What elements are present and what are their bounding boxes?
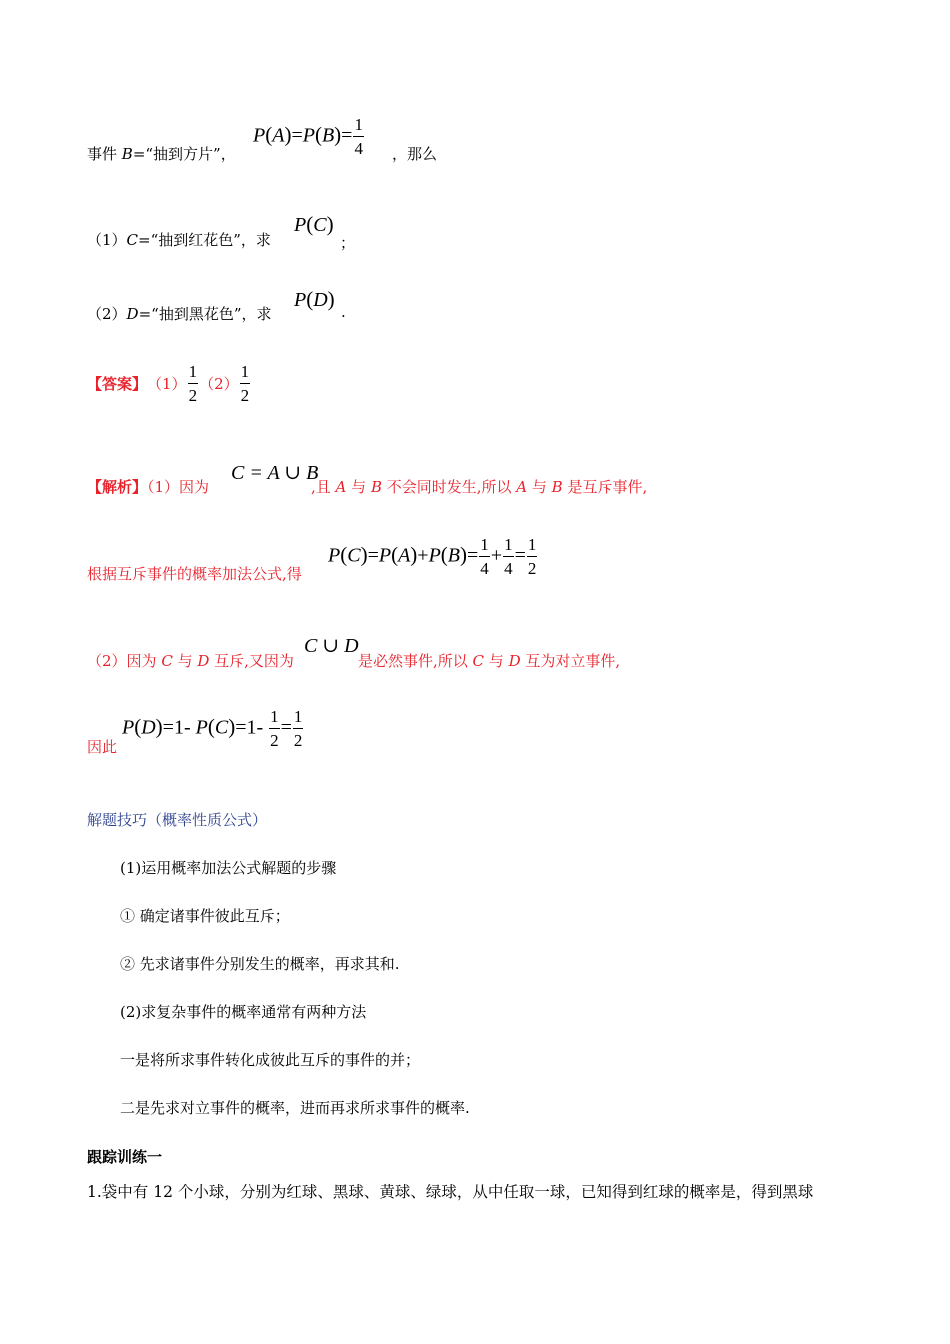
intro-prefix: 事件 [87,145,122,163]
formula-c-union-d: C ∪ D [304,635,359,657]
intro-text: =“抽到方片”， [132,145,236,163]
question-2: （2）D=“抽到黑花色”，求 [87,305,272,323]
analysis-line-3-rest: 是必然事件,所以 C 与 D 互为对立事件, [358,652,621,670]
fraction: $\frac{1}{4}$ [354,115,363,158]
analysis-line-2: 根据互斥事件的概率加法公式,得 [87,565,302,583]
formula-c-union: C = A ∪ B [231,462,319,484]
formula-pc: P(C) [294,212,334,236]
question-1-suffix: ； [340,234,356,252]
answer-fraction-2: $\frac{1}{2}$ [240,362,250,405]
analysis-line-1-rest: ,且 A 与 B 不会同时发生,所以 A 与 B 是互斥事件, [311,478,648,496]
formula-pd: P(D) [294,287,335,311]
answer-fraction-1: $\frac{1}{2}$ [188,362,198,405]
tips-item-1: (1)运用概率加法公式解题的步骤 [120,859,337,877]
tips-item-3: ② 先求诸事件分别发生的概率，再求其和. [120,955,400,973]
tips-title: 解题技巧（概率性质公式） [87,811,268,829]
intro-line [87,143,236,164]
practice-heading: 跟踪训练一 [87,1148,163,1166]
tips-item-5: 一是将所求事件转化成彼此互斥的事件的并； [120,1051,421,1069]
practice-question-1: 1.袋中有 12 个小球，分别为红球、黑球、黄球、绿球，从中任取一球，已知得到红球的概率是，得到黑球 [87,1183,814,1201]
analysis-line-4: 因此 [87,738,118,756]
formula-complement: P(D)=1- P(C)=1- $\frac{1}{2}$ = $\frac{1}{2}$ [122,707,303,750]
analysis-line-1: 【解析】（1）因为 [87,478,210,496]
tips-item-4: (2)求复杂事件的概率通常有两种方法 [120,1003,367,1021]
formula-pa-pb: P(A)=P(B)= $\frac{1}{4}$ [253,115,363,158]
formula-sum: P(C)=P(A)+P(B)= $\frac{1}{4}$ + $\frac{1}{4}$ = $\frac{1}{2}$ [328,535,537,578]
question-2-suffix: . [341,303,346,321]
event-b-var: B [121,145,133,163]
analysis-line-3: （2）因为 C 与 D 互斥,又因为 [87,652,294,670]
question-1: （1）C=“抽到红花色”，求 [87,231,271,249]
answer-label: 【答案】 [87,375,148,394]
intro-suffix: ，那么 [392,145,438,163]
answer-line: 【答案】 （1） $\frac{1}{2}$ （2） $\frac{1}{2}$ [87,362,250,405]
tips-item-2: ① 确定诸事件彼此互斥； [120,907,290,925]
tips-item-6: 二是先求对立事件的概率，进而再求所求事件的概率. [120,1099,470,1117]
analysis-label: 【解析】 [87,478,148,496]
